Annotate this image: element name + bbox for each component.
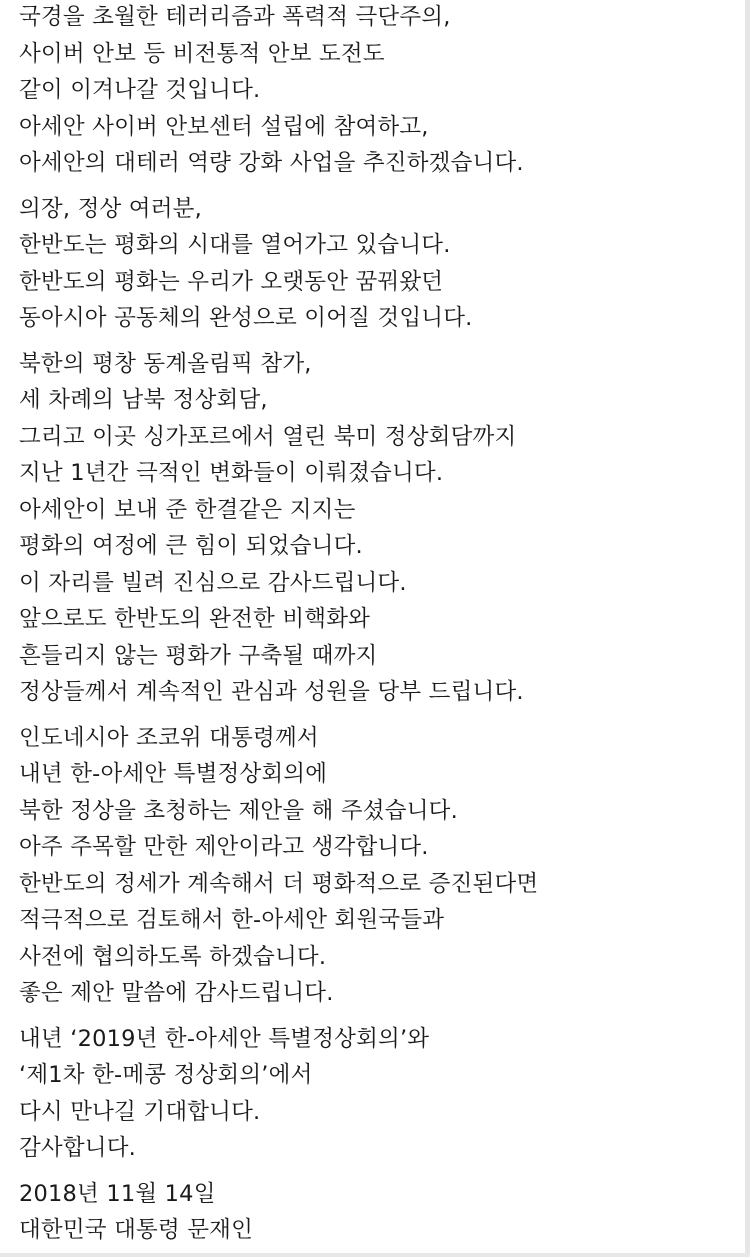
text-line: 같이 이겨나갈 것입니다. <box>19 77 261 103</box>
text-line: 사전에 협의하도록 하겠습니다. <box>19 943 327 970</box>
paragraph-closing <box>19 1021 743 1167</box>
text-line: 이 자리를 빌려 진심으로 감사드립니다. <box>19 569 407 596</box>
text-line: 정상들께서 계속적인 관심과 성원을 당부 드립니다. <box>19 679 524 705</box>
text-line: 아주 주목할 만한 제안이라고 생각합니다. <box>19 834 429 860</box>
text-line: 앞으로도 한반도의 완전한 비핵화와 <box>19 606 371 632</box>
text-line: 내년 한-아세안 특별정상회의에 <box>19 761 328 787</box>
text-line: 국경을 초월한 테러리즘과 폭력적 극단주의, <box>19 4 451 30</box>
text-line: 한반도는 평화의 시대를 열어가고 있습니다. <box>19 232 451 258</box>
text-line: 그리고 이곳 싱가포르에서 열린 북미 정상회담까지 <box>19 423 517 450</box>
text-line: 아세안의 대테러 역량 강화 사업을 추진하겠습니다. <box>19 150 524 176</box>
paragraph-security <box>19 0 743 182</box>
text-line: 아세안 사이버 안보센터 설립에 참여하고, <box>19 113 429 140</box>
text-line: 사이버 안보 등 비전통적 안보 도전도 <box>19 40 385 67</box>
signature-block <box>19 1176 743 1249</box>
text-line: 인도네시아 조코위 대통령께서 <box>19 724 319 751</box>
text-line: 아세안이 보내 준 한결같은 지지는 <box>19 496 356 523</box>
text-line: 한반도의 정세가 계속해서 더 평화적으로 증진된다면 <box>19 870 539 897</box>
text-line: 감사합니다. <box>19 1135 137 1161</box>
text-line: 좋은 제안 말씀에 감사드립니다. <box>19 980 334 1006</box>
text-line: 내년 ‘2019년 한-아세안 특별정상회의’와 <box>19 1025 430 1052</box>
text-line: 의장, 정상 여러분, <box>19 195 202 222</box>
signature-line: 대한민국 대통령 문재인 <box>19 1217 254 1243</box>
text-line: 평화의 여정에 큰 힘이 되었습니다. <box>19 533 363 559</box>
text-line: ‘제1차 한-메콩 정상회의’에서 <box>19 1062 313 1088</box>
text-line: 한반도의 평화는 우리가 오랫동안 꿈꿔왔던 <box>19 268 444 295</box>
date-line: 2018년 11월 14일 <box>19 1180 216 1207</box>
text-line: 동아시아 공동체의 완성으로 이어질 것입니다. <box>19 305 473 331</box>
paragraph-changes <box>19 346 743 711</box>
text-line: 지난 1년간 극적인 변화들이 이뤄졌습니다. <box>19 460 444 486</box>
paragraph-proposal <box>19 720 743 1012</box>
speech-document <box>19 0 743 1258</box>
text-line: 북한 정상을 초청하는 제안을 해 주셨습니다. <box>19 797 458 824</box>
paragraph-peace <box>19 191 743 337</box>
right-edge-divider <box>745 0 750 1257</box>
text-line: 세 차례의 남북 정상회담, <box>19 387 268 413</box>
text-line: 적극적으로 검토해서 한-아세안 회원국들과 <box>19 907 445 933</box>
text-line: 다시 만나길 기대합니다. <box>19 1098 261 1125</box>
bottom-edge-divider <box>0 1253 750 1257</box>
text-line: 북한의 평창 동계올림픽 참가, <box>19 350 312 377</box>
text-line: 흔들리지 않는 평화가 구축될 때까지 <box>19 642 378 669</box>
